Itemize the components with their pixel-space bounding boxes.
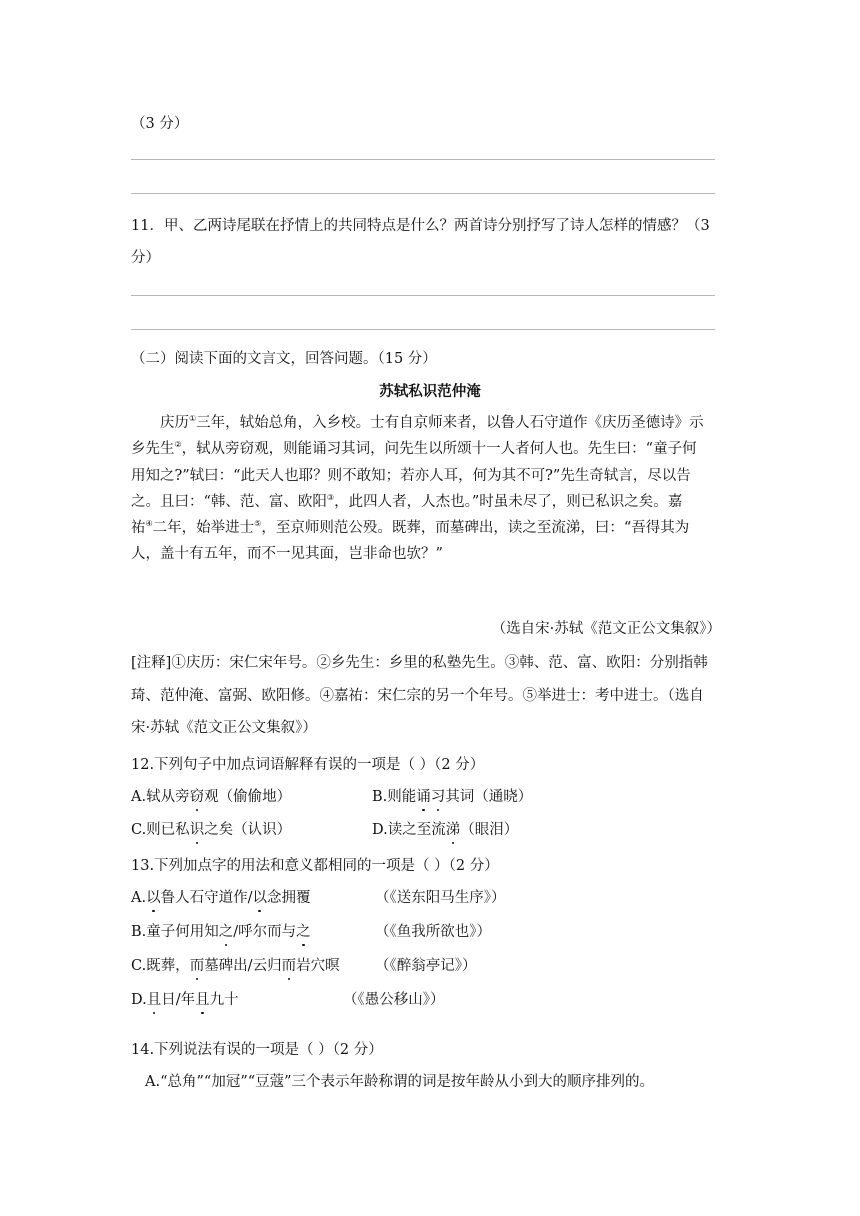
- q13-stem: 13.下列加点字的用法和意义都相同的一项是（ ）（2 分）: [131, 858, 499, 874]
- q13-source-a: （《送东阳马生序》）: [375, 890, 506, 906]
- q13-option-c: C.既葬，而墓碑出/云归而岩穴暝: [131, 954, 340, 975]
- answer-line: [131, 295, 715, 296]
- passage-line: 用知之?”轼曰：“此天人也耶？则不敢知；若亦人耳，何为其不可?”先生奇轼言，尽以告: [131, 467, 691, 484]
- classical-passage: [131, 410, 721, 568]
- q11-stem-cont: 分）: [131, 250, 160, 266]
- section-heading: （二）阅读下面的文言文，回答问题。（15 分）: [131, 351, 437, 367]
- q12-stem: 12.下列句子中加点词语解释有误的一项是（ ）（2 分）: [131, 757, 485, 773]
- q14-option-a: A.“总角”“加冠”“豆蔻”三个表示年龄称谓的词是按年龄从小到大的顺序排列的。: [145, 1074, 655, 1090]
- q13-source-d: （《愚公移山》）: [343, 992, 445, 1008]
- passage-title: 苏轼私识范仲淹: [379, 384, 481, 400]
- answer-line: [131, 159, 715, 160]
- q13-option-b: B.童子何用知之/呼尔而与之: [131, 920, 311, 941]
- q11-stem: 11．甲、乙两诗尾联在抒情上的共同特点是什么？两首诗分别抒写了诗人怎样的情感？（3: [131, 218, 710, 234]
- passage-line: 之。且曰：“韩、范、富、欧阳③，此四人者，人杰也。”时虽未尽了，则已私识之矣。嘉: [131, 493, 683, 510]
- notes-line: 琦、范仲淹、富弼、欧阳修。④嘉祐：宋仁宗的另一个年号。⑤举进士：考中进士。（选自: [131, 688, 704, 704]
- answer-line: [131, 329, 715, 330]
- q14-stem: 14.下列说法有误的一项是（ ）（2 分）: [131, 1042, 383, 1058]
- q13-option-d: D.且日/年且九十: [131, 988, 239, 1009]
- q12-option-c: C.则已私识之矣（认识）: [131, 818, 291, 839]
- passage-line: 祐④二年，始举进士⑤，至京师则范公殁。既葬，而墓碑出，读之至流涕，曰：“吾得其为: [131, 519, 690, 537]
- passage-source: （选自宋·苏轼《范文正公文集叙》）: [491, 621, 721, 637]
- passage-line: 庆历①三年，轼始总角，入乡校。士有自京师来者，以鲁人石守道作《庆历圣德诗》示: [160, 414, 704, 431]
- notes-line: 宋·苏轼《范文正公文集叙》）: [131, 720, 317, 736]
- q10-score: （3 分）: [131, 116, 189, 132]
- q13-source-c: （《醉翁亭记》）: [375, 958, 477, 974]
- answer-line: [131, 193, 715, 194]
- passage-line: 人，盖十有五年，而不一见其面，岂非命也欤？”: [131, 546, 443, 563]
- q12-option-b: B.则能诵习其词（通晓）: [372, 785, 532, 806]
- q13-source-b: （《鱼我所欲也》）: [375, 924, 491, 940]
- q12-option-d: D.读之至流涕（眼泪）: [372, 818, 518, 839]
- q12-option-a: A.轼从旁窃观（偷偷地）: [131, 785, 291, 806]
- passage-line: 乡先生②，轼从旁窃观，则能诵习其词，问先生以所颂十一人者何人也。先生曰：“童子何: [131, 440, 697, 458]
- notes-line: [注释]①庆历：宋仁宋年号。②乡先生：乡里的私塾先生。③韩、范、富、欧阳：分别指韩: [131, 655, 708, 671]
- q13-option-a: A.以鲁人石守道作/以念拥覆: [131, 886, 310, 907]
